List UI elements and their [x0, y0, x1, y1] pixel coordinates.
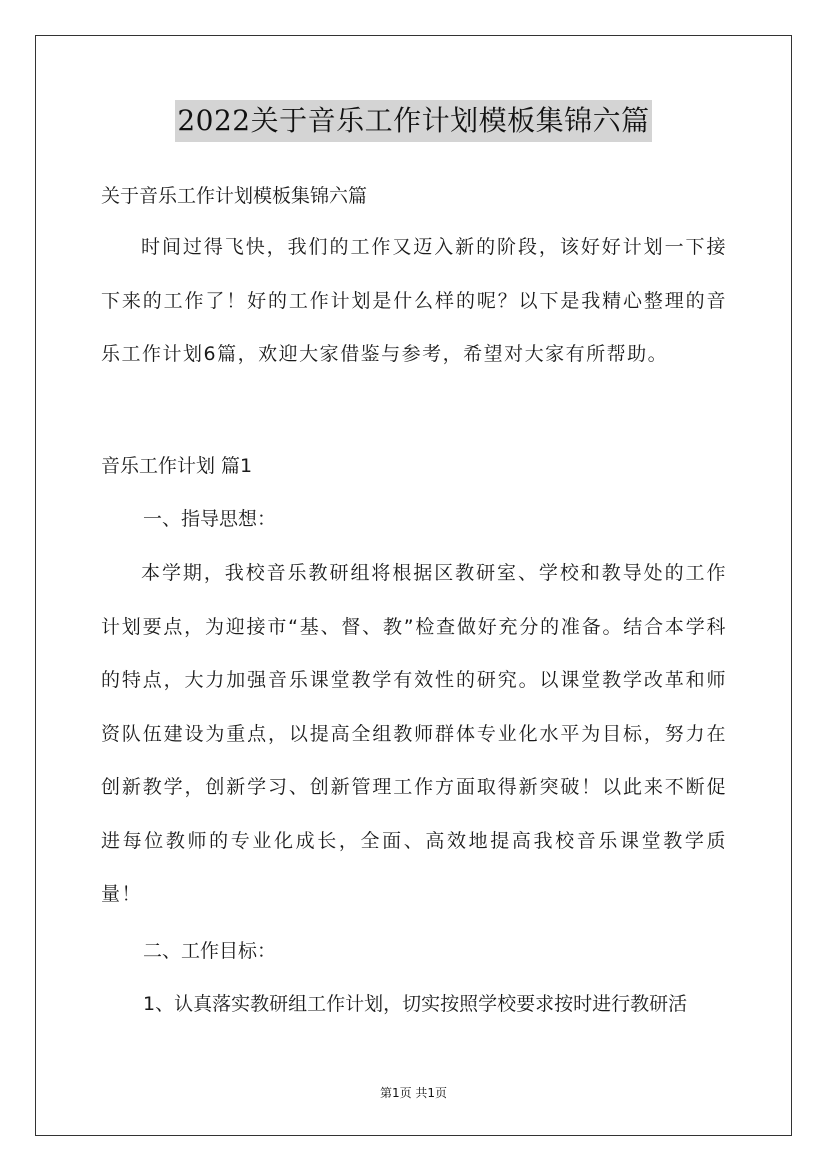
intro-paragraph: 时间过得飞快，我们的工作又迈入新的阶段，该好好计划一下接下来的工作了！好的工作计划是什么样的呢？以下是我精心整理的音乐工作计划6篇，欢迎大家借鉴与参考，希望对大家有所帮助。 [101, 236, 727, 365]
goals-heading: 二、工作目标： [143, 940, 277, 962]
guiding-heading: 一、指导思想： [143, 508, 277, 530]
guiding-paragraph: 本学期，我校音乐教研组将根据区教研室、学校和教导处的工作计划要点，为迎接市“基、督、教”检查做好充分的准备。结合本学科的特点，大力加强音乐课堂教学有效性的研究。以课堂教学改革和师资队伍建设为重点，以提高全组教师群体专业化水平为目标，努力在创新教学，创新学习、创新管理工作方面取得新突破！以此来不断促进每位教师的专业化成长，全面、高效地提高我校音乐课堂教学质量！ [101, 562, 727, 905]
goal-item-1: 1、认真落实教研组工作计划，切实按照学校要求按时进行教研活 [143, 993, 688, 1015]
page-footer [0, 1084, 827, 1101]
subtitle: 关于音乐工作计划模板集锦六篇 [101, 185, 368, 207]
document-title [0, 100, 827, 142]
section-heading: 音乐工作计划 篇1 [101, 455, 253, 477]
document-title-text: 2022关于音乐工作计划模板集锦六篇 [175, 100, 651, 142]
page-number: 第1页 共1页 [379, 1086, 448, 1100]
